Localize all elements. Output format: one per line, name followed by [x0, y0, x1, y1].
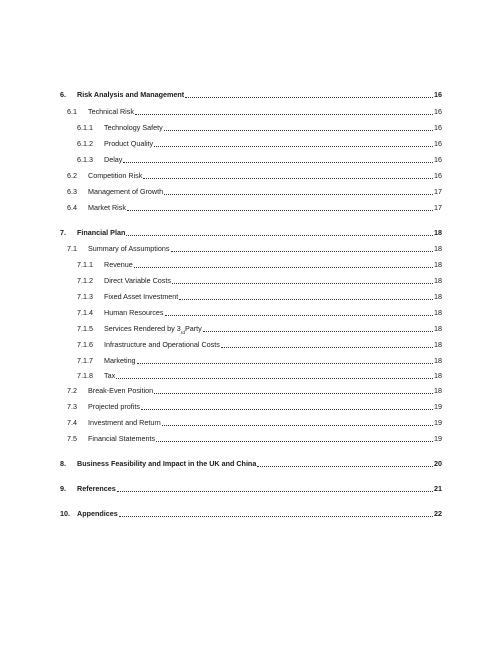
toc-dot-leader: [143, 178, 433, 179]
toc-dot-leader: [164, 130, 433, 131]
toc-entry-title-tail: Party: [184, 324, 202, 333]
toc-entry[interactable]: [0, 322, 442, 334]
toc-entry[interactable]: [0, 482, 442, 494]
toc-entry-page-number: 16: [434, 90, 442, 99]
toc-entry-title: [88, 386, 153, 396]
toc-dot-leader: [127, 210, 433, 211]
toc-dot-leader: [164, 194, 433, 195]
toc-entry-page-number: 18: [434, 386, 442, 395]
toc-entry-page-number: 17: [434, 187, 442, 196]
toc-entry-title-text: Investment and Return: [88, 418, 161, 427]
toc-entry-title: [104, 260, 133, 270]
toc-entry-page-number: 16: [434, 171, 442, 180]
toc-entry[interactable]: [0, 258, 442, 270]
toc-entry-title: Services Rendered by 3 rd Party: [104, 324, 202, 336]
toc-dot-leader: [134, 267, 433, 268]
toc-entry-number: 6.2: [67, 171, 77, 180]
toc-entry-number: 7.1.1: [77, 260, 93, 269]
toc-entry-title: [77, 459, 256, 469]
toc-entry-number: 7.1.5: [77, 324, 93, 333]
toc-dot-leader: [185, 97, 433, 98]
toc-entry-title: [88, 203, 126, 213]
toc-entry[interactable]: [0, 354, 442, 366]
toc-entry-number: 7.3: [67, 402, 77, 411]
toc-entry-number: 7.1.8: [77, 371, 93, 380]
toc-entry-title: [77, 509, 118, 519]
toc-entry-title: [88, 402, 140, 412]
toc-entry-title: [88, 418, 161, 428]
toc-entry[interactable]: [0, 105, 442, 117]
toc-entry-page-number: 17: [434, 203, 442, 212]
toc-entry[interactable]: [0, 338, 442, 350]
toc-entry-title: [88, 171, 142, 181]
toc-entry-number: 7.4: [67, 418, 77, 427]
toc-entry-title-text: Infrastructure and Operational Costs: [104, 340, 220, 349]
toc-dot-leader: [119, 516, 433, 517]
toc-entry[interactable]: [0, 416, 442, 428]
toc-entry[interactable]: [0, 185, 442, 197]
toc-entry-title-text: Break-Even Position: [88, 386, 154, 395]
toc-entry-title-text: Technical Risk: [88, 107, 134, 116]
toc-entry-page-number: 18: [434, 371, 442, 380]
toc-entry-page-number: 18: [434, 292, 442, 301]
toc-entry-number: 7.5: [67, 434, 77, 443]
toc-entry-page-number: 19: [434, 418, 442, 427]
toc-entry-number: 7.: [60, 228, 66, 237]
toc-dot-leader: [203, 331, 433, 332]
toc-entry-title-text: Technology Safety: [104, 123, 163, 132]
toc-entry-title-text: Financial Statements: [88, 434, 156, 443]
toc-entry-title-text: Management of Growth: [88, 187, 164, 196]
toc-entry-page-number: 18: [434, 356, 442, 365]
toc-entry-page-number: 18: [434, 308, 442, 317]
toc-entry[interactable]: [0, 121, 442, 133]
toc-entry-page-number: 19: [434, 402, 442, 411]
toc-entry-title-text: Services Rendered by 3: [104, 324, 181, 333]
toc-dot-leader: [154, 146, 433, 147]
toc-dot-leader: [154, 393, 433, 394]
toc-entry-title: [104, 371, 115, 381]
toc-dot-leader: [165, 315, 433, 316]
toc-dot-leader: [137, 363, 433, 364]
toc-entry-page-number: 16: [434, 139, 442, 148]
toc-entry-page-number: 16: [434, 155, 442, 164]
toc-entry-number: 6.4: [67, 203, 77, 212]
toc-entry-title: [88, 244, 170, 254]
toc-entry-number: 7.1.4: [77, 308, 93, 317]
toc-entry-number: 9.: [60, 484, 66, 493]
toc-entry-number: 7.2: [67, 386, 77, 395]
toc-entry-title-text: Tax: [104, 371, 116, 380]
toc-entry[interactable]: [0, 369, 442, 381]
toc-entry-number: 6.1.2: [77, 139, 93, 148]
toc-dot-leader: [135, 114, 433, 115]
toc-entry[interactable]: [0, 137, 442, 149]
toc-entry-page-number: 21: [434, 484, 442, 493]
toc-entry[interactable]: [0, 169, 442, 181]
toc-entry[interactable]: [0, 153, 442, 165]
toc-entry-title: [104, 155, 122, 165]
toc-dot-leader: [171, 251, 434, 252]
toc-entry-title: [104, 139, 153, 149]
toc-entry[interactable]: [0, 88, 442, 100]
toc-entry-title-text: Revenue: [104, 260, 133, 269]
toc-entry-title-text: Appendices: [77, 509, 118, 518]
toc-dot-leader: [257, 466, 433, 467]
toc-entry-page-number: 19: [434, 434, 442, 443]
toc-entry-number: 7.1.3: [77, 292, 93, 301]
toc-entry-title: [77, 90, 184, 100]
toc-entry-title: [88, 434, 155, 444]
toc-entry-number: 6.1.3: [77, 155, 93, 164]
toc-entry-page-number: 20: [434, 459, 442, 468]
toc-entry-title: [88, 187, 163, 197]
toc-entry-title-text: Fixed Asset Investment: [104, 292, 179, 301]
toc-entry-number: 7.1.2: [77, 276, 93, 285]
toc-entry[interactable]: [0, 290, 442, 302]
toc-entry-title-text: Competition Risk: [88, 171, 143, 180]
toc-entry-title: [77, 228, 125, 238]
toc-dot-leader: [126, 235, 433, 236]
toc-entry[interactable]: [0, 384, 442, 396]
toc-dot-leader: [179, 299, 433, 300]
toc-entry-page-number: 18: [434, 260, 442, 269]
toc-entry[interactable]: [0, 242, 442, 254]
toc-entry-page-number: 18: [434, 244, 442, 253]
toc-entry-title-text: Summary of Assumptions: [88, 244, 170, 253]
toc-entry-title: [77, 484, 116, 494]
toc-entry-title: [104, 340, 220, 350]
toc-entry-title: [104, 123, 163, 133]
toc-entry[interactable]: [0, 400, 442, 412]
toc-entry-page-number: 18: [434, 228, 442, 237]
toc-dot-leader: [123, 162, 433, 163]
toc-entry-page-number: 18: [434, 324, 442, 333]
toc-entry-title-text: Delay: [104, 155, 123, 164]
toc-entry[interactable]: [0, 274, 442, 286]
toc-entry[interactable]: [0, 432, 442, 444]
toc-entry-page-number: 16: [434, 123, 442, 132]
toc-entry-title: [104, 308, 164, 318]
toc-entry-number: 7.1: [67, 244, 77, 253]
toc-entry-number: 6.1: [67, 107, 77, 116]
toc-entry-title: [104, 276, 171, 286]
toc-entry-number: 6.1.1: [77, 123, 93, 132]
toc-entry[interactable]: [0, 507, 442, 519]
toc-entry-title: [104, 356, 136, 366]
toc-dot-leader: [156, 441, 433, 442]
toc-dot-leader: [162, 425, 433, 426]
toc-entry-number: 7.1.7: [77, 356, 93, 365]
toc-entry-number: 6.: [60, 90, 66, 99]
toc-entry-number: 10.: [60, 509, 70, 518]
toc-entry-number: 8.: [60, 459, 66, 468]
toc-dot-leader: [172, 283, 433, 284]
toc-dot-leader: [117, 491, 433, 492]
toc-entry-title-text: Business Feasibility and Impact in the UK and China: [77, 459, 257, 468]
toc-entry-title-text: Risk Analysis and Management: [77, 90, 185, 99]
toc-entry-title: [88, 107, 134, 117]
toc-entry-title-text: Product Quality: [104, 139, 154, 148]
toc-entry[interactable]: [0, 306, 442, 318]
toc-entry-title-text: Direct Variable Costs: [104, 276, 171, 285]
toc-dot-leader: [221, 347, 433, 348]
toc-entry-number: 6.3: [67, 187, 77, 196]
toc-entry-page-number: 22: [434, 509, 442, 518]
toc-entry-title-text: Marketing: [104, 356, 136, 365]
toc-entry-page-number: 18: [434, 340, 442, 349]
toc-entry-title-text: Projected profits: [88, 402, 140, 411]
toc-entry-title-text: Human Resources: [104, 308, 164, 317]
toc-entry-title-text: References: [77, 484, 116, 493]
toc-entry[interactable]: [0, 201, 442, 213]
toc-dot-leader: [141, 409, 433, 410]
toc-entry-title: [104, 292, 178, 302]
toc-entry-page-number: 16: [434, 107, 442, 116]
toc-entry-title-text: Market Risk: [88, 203, 126, 212]
toc-entry[interactable]: [0, 457, 442, 469]
toc-entry-title-text: Financial Plan: [77, 228, 126, 237]
toc-entry[interactable]: [0, 226, 442, 238]
toc-entry-number: 7.1.6: [77, 340, 93, 349]
toc-dot-leader: [116, 378, 433, 379]
toc-entry-page-number: 18: [434, 276, 442, 285]
